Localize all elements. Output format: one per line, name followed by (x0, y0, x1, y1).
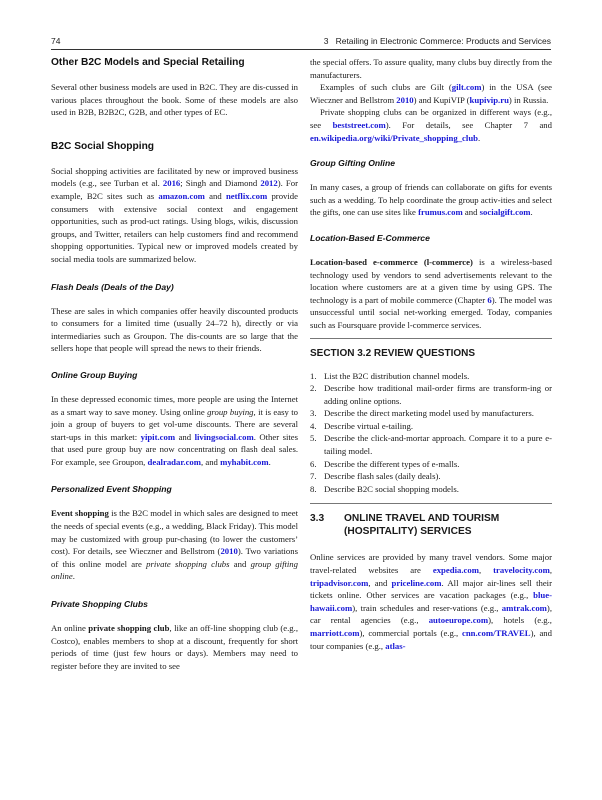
review-question (310, 432, 552, 457)
text: . All major air-lines sell their tickets online. Other services are vacation packages (e.g., (310, 577, 552, 601)
text: ), hotels (e.g., (488, 615, 552, 626)
question-text: Describe how traditional mail-order firms are transform-ing or adding online options. (324, 383, 552, 406)
question-text: List the B2C distribution channel models. (324, 370, 470, 381)
text: , (549, 565, 552, 576)
review-question (310, 483, 552, 496)
heading-location-based-ecommerce: Location-Based E-Commerce (310, 232, 430, 243)
text: , like an off-line shopping club (e.g., Costco), enables members to shop at a discount, frequently for short periods of time (just few hours or days). Members may need to register before they are invited to see (51, 623, 298, 671)
text: ; Singh and Diamond (180, 178, 261, 189)
url-link-frumus[interactable]: frumus.com (418, 207, 463, 218)
text: Examples of such clubs are Gilt ( (320, 82, 452, 93)
text: ) and KupiVIP ( (413, 94, 470, 105)
header-rule (51, 49, 551, 50)
url-link-livingsocial[interactable]: livingsocial.com (194, 431, 254, 442)
paragraph-other-b2c: Several other business models are used in B2C. They are dis-cussed in various places throughout the book. Some of these models are also used in B2B, B2B2C, G2B, and other types of EC. (51, 82, 298, 118)
text: . (530, 207, 533, 218)
url-link-kupivip[interactable]: kupivip.ru (469, 94, 509, 105)
page-number: 74 (51, 36, 61, 46)
question-text: Describe the click-and-mortar approach. Compare it to a pure e-tailing model. (324, 433, 552, 457)
url-link-amtrak[interactable]: amtrak.com (501, 602, 547, 613)
url-link-cnn-travel[interactable]: cnn.com/TRAVEL (461, 628, 531, 638)
question-number: 4. (310, 420, 317, 431)
text: ) in the USA (see Wieczner and Bellstrom (310, 82, 552, 105)
term-group-buying: group buying (207, 406, 254, 417)
running-header (51, 36, 551, 50)
text: , it is easy to join a group of buyers to get vol-ume discounts. There are several start-ups in this market: (51, 406, 298, 442)
text: In many cases, a group of friends can collaborate on gifts for events such as a wedding. To help coordinate the group activ-ities and select the gifts, one can use sites like (310, 182, 552, 218)
text: Private shopping clubs can be organized in different ways (e.g., see (310, 107, 552, 130)
url-link-priceline[interactable]: priceline.com (391, 577, 442, 588)
left-column (51, 56, 298, 672)
question-text: Describe flash sales (daily deals). (324, 471, 441, 482)
url-link-marriott[interactable]: marriott.com (310, 628, 360, 638)
text: ), and tour companies (e.g., (310, 628, 552, 651)
text: and (175, 431, 195, 442)
running-head-title: 3 Retailing in Electronic Commerce: Products and Services (323, 36, 551, 46)
paragraph-social-shopping (51, 165, 298, 266)
citation-link[interactable]: 2010 (396, 94, 414, 105)
section-rule (310, 503, 552, 504)
paragraph-flash-deals: These are sales in which companies offer heavily discounted products to consumers for a limited time (usually 24–72 h), directly or via intermediaries such as Groupon. The dis-counts are so large that the sellers hope that people will spread the news to their friends. (51, 305, 298, 354)
heading-private-shopping-clubs: Private Shopping Clubs (51, 599, 148, 610)
url-link-blue-hawaii[interactable]: blue-hawaii.com (310, 590, 552, 613)
url-link-wikipedia[interactable]: en.wikipedia.org/wiki/Private_shopping_club (310, 132, 478, 143)
text: and (229, 558, 251, 569)
paragraph-club-examples (310, 81, 552, 106)
url-link-socialgift[interactable]: socialgift.com (479, 207, 531, 218)
term-private-shopping-clubs: private shopping clubs (146, 558, 230, 569)
text: is the B2C model in which sales are designed to meet the needs of special events (e.g., a wedding, Black Friday). This model may be customized with group pur-chasing (to lower the customers’ cost). For details, see Wieczner and Bellstrom ( (51, 508, 298, 557)
text: provide consumers with extensive social context and engagement opportunities, such as prod-uct ratings. Using blogs, wikis, discussion groups, and Twitter, retailers can help customers find and recommend shopping opportunities. Typical new or improved models created by social media tools are summarized below. (51, 190, 298, 264)
term-l-commerce: Location-based e-commerce (l-commerce) (310, 256, 473, 267)
heading-b2c-social-shopping: B2C Social Shopping (51, 140, 155, 152)
paragraph-event-shopping (51, 507, 298, 583)
paragraph-continued: the special offers. To assure quality, many clubs buy directly from the manufacturers. (310, 57, 552, 80)
text: ). For example, B2C sites such as (51, 178, 298, 201)
url-link-expedia[interactable]: expedia.com (432, 565, 479, 576)
text: ) in Russia. (508, 94, 549, 105)
text: , and (368, 577, 392, 588)
question-number: 7. (310, 471, 317, 482)
text: . Other sites that used pure group buy are now concentrating on flash deal sales. For example, see Groupon, (51, 431, 299, 467)
question-number: 2. (310, 383, 317, 394)
chapter-link[interactable]: 6 (487, 294, 492, 305)
section-number: 3.3 (310, 513, 325, 525)
term-private-shopping-club: private shopping club (88, 623, 170, 634)
term-group-gifting-online: group gifting online (51, 558, 298, 582)
text: , and (201, 456, 221, 467)
heading-other-b2c: Other B2C Models and Special Retailing (51, 57, 245, 68)
paragraph-private-shopping-club (51, 622, 298, 672)
url-link-tripadvisor[interactable]: tripadvisor.com (310, 577, 369, 588)
citation-link[interactable]: 2012 (260, 178, 278, 189)
question-text: Describe the direct marketing model used by manufacturers. (324, 408, 534, 419)
url-link-atlas[interactable]: atlas- (385, 640, 406, 651)
text: , (478, 565, 494, 576)
url-link-yipit[interactable]: yipit.com (140, 431, 176, 442)
term-event-shopping: Event shopping (51, 508, 109, 519)
question-text: Describe B2C social shopping models. (324, 483, 459, 494)
question-number: 3. (310, 408, 317, 419)
review-question (310, 458, 552, 471)
text: In these depressed economic times, more people are using the Internet as a smart way to save money. Using online (51, 393, 298, 417)
heading-group-gifting-online: Group Gifting Online (310, 158, 395, 169)
review-questions-title: SECTION 3.2 REVIEW QUESTIONS (310, 347, 476, 359)
review-question (310, 382, 552, 407)
heading-personalized-event-shopping: Personalized Event Shopping (51, 484, 172, 495)
text: ), commercial portals (e.g., (359, 628, 462, 638)
section-3-3-heading (310, 512, 552, 538)
text: . (72, 571, 75, 582)
text: . (268, 456, 271, 467)
paragraph-group-buying (51, 393, 298, 469)
text: ), car rental agencies (e.g., (310, 602, 552, 626)
url-link-travelocity[interactable]: travelocity.com (493, 565, 550, 576)
paragraph-online-travel (310, 551, 552, 652)
heading-flash-deals: Flash Deals (Deals of the Day) (51, 281, 174, 292)
question-number: 6. (310, 458, 317, 469)
text: ). The model was unsuccessful until social net-working emerged. Today, companies such as Foursquare provide l-commerce services. (310, 294, 552, 330)
text: An online (51, 623, 89, 634)
text: and (462, 207, 480, 218)
text: ). For details, see Chapter 7 and (385, 119, 552, 130)
citation-link[interactable]: 2010 (220, 546, 238, 557)
text: Social shopping activities are facilitated by new or improved business models (e.g., see Turban et al. (51, 165, 298, 189)
review-question (310, 407, 552, 420)
question-number: 8. (310, 483, 317, 494)
review-question (310, 470, 552, 483)
question-text: Describe the different types of e-malls. (324, 458, 460, 469)
url-link-beststreet[interactable]: beststreet.com (332, 119, 386, 130)
text: is a wireless-based technology used by vendors to send advertisements relevant to the location where customers are at a given time by using GPS. The technology is a part of mobile commerce (Chapter (310, 256, 552, 305)
question-number: 5. (310, 433, 317, 444)
url-link-dealradar[interactable]: dealradar.com (147, 456, 202, 467)
text: ), train schedules and reser-vations (e.g., (352, 602, 502, 613)
url-link-myhabit[interactable]: myhabit.com (220, 456, 269, 467)
review-questions-list (310, 370, 552, 496)
question-text: Describe virtual e-tailing. (324, 420, 414, 431)
section-title: ONLINE TRAVEL AND TOURISM (HOSPITALITY) SERVICES (344, 513, 500, 538)
url-link-gilt[interactable]: gilt.com (451, 82, 482, 93)
url-link-netflix[interactable]: netflix.com (225, 190, 268, 201)
citation-link[interactable]: 2016 (162, 178, 181, 189)
question-number: 1. (310, 370, 317, 381)
text: ). Two variations of this online model are (51, 546, 298, 569)
paragraph-private-clubs-organization (310, 106, 552, 144)
right-column (310, 56, 552, 652)
paragraph-group-gifting (310, 181, 552, 219)
paragraph-location-based (310, 256, 552, 332)
url-link-amazon[interactable]: amazon.com (158, 190, 205, 201)
review-question (310, 370, 552, 383)
text: Online services are provided by many travel vendors. Some major travel-related websites are (310, 552, 552, 576)
url-link-autoeurope[interactable]: autoeurope.com (428, 615, 489, 626)
text: and (204, 190, 226, 201)
review-questions-box (310, 338, 552, 496)
heading-online-group-buying: Online Group Buying (51, 369, 138, 380)
review-question (310, 420, 552, 433)
text: . (478, 132, 481, 143)
